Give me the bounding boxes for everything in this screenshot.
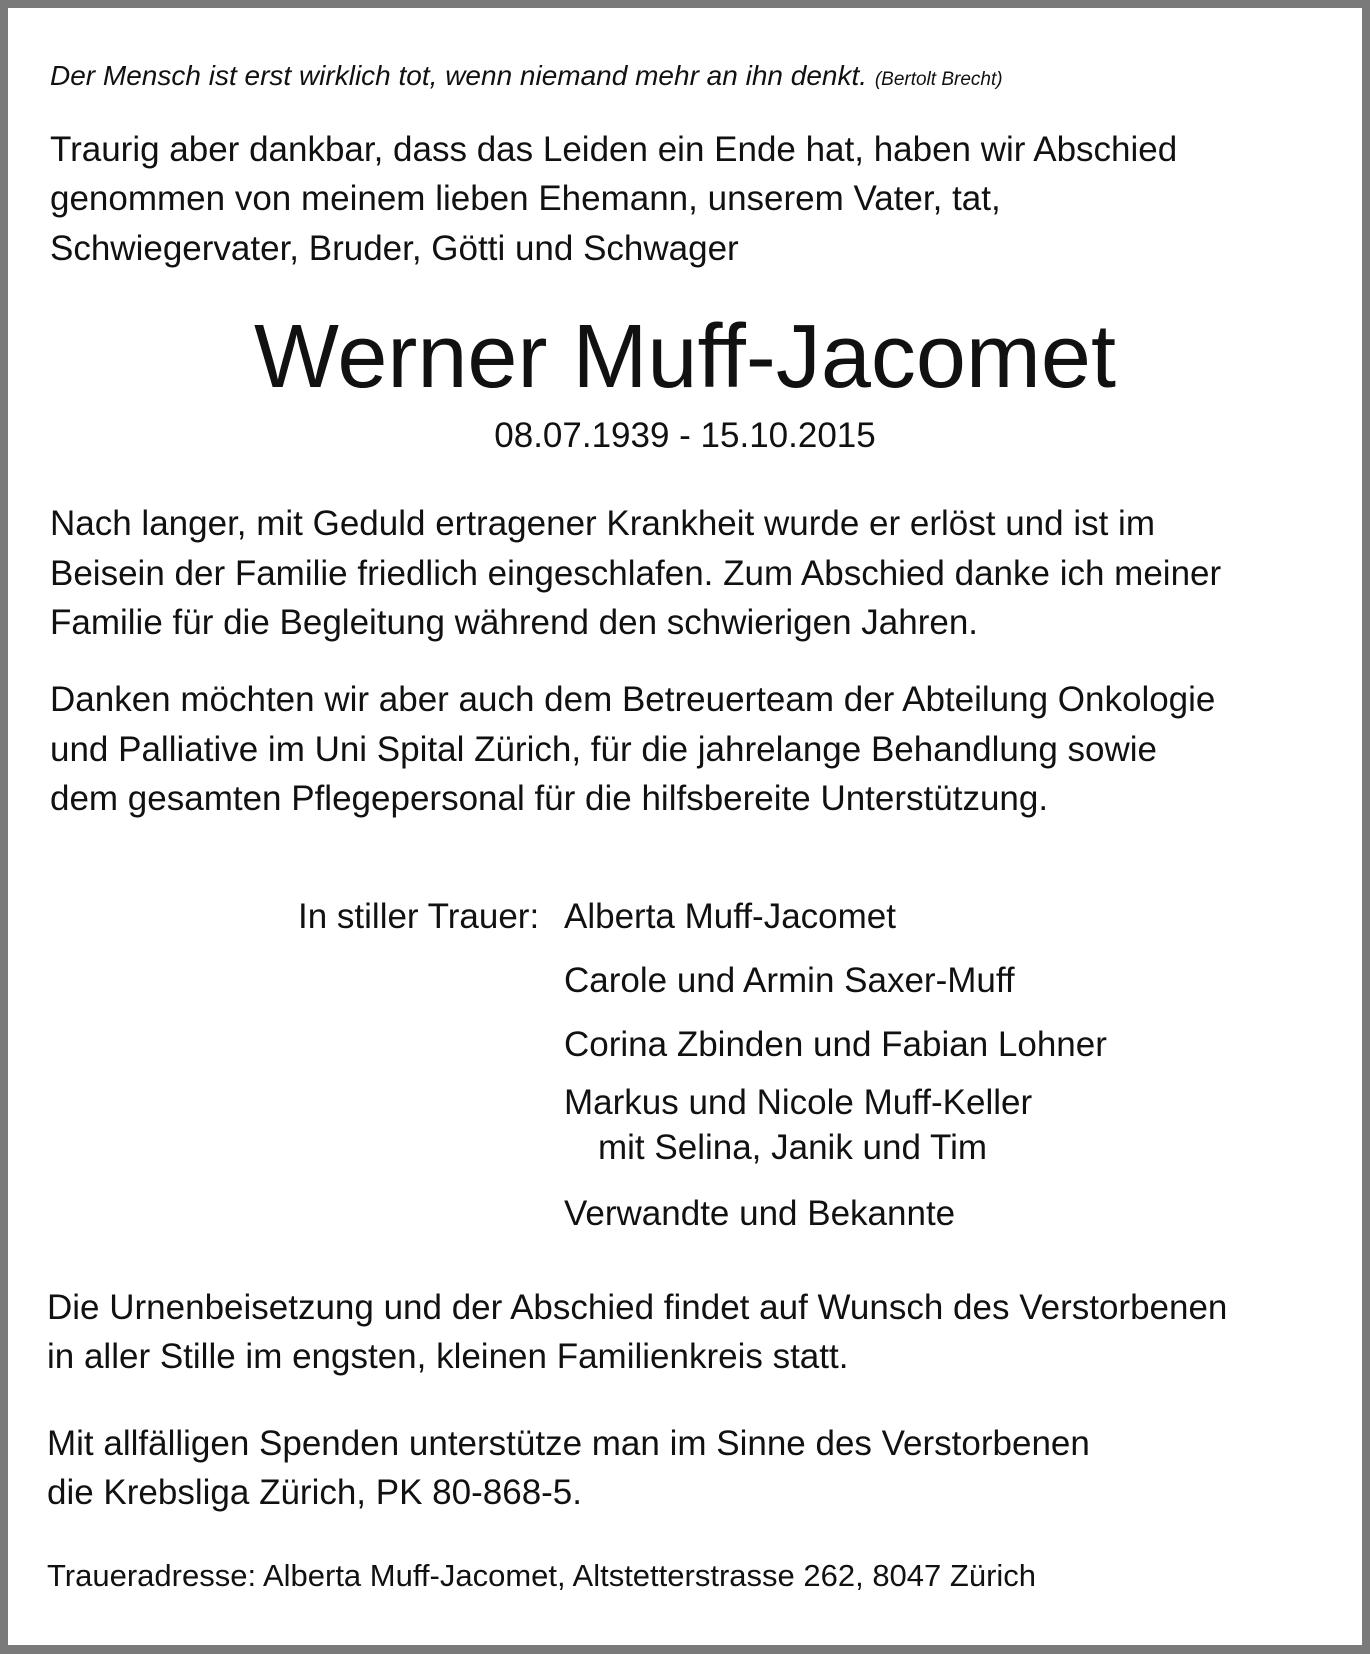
donation-line: Mit allfälligen Spenden unterstütze man im Sinne des Verstorbenen — [47, 1424, 1090, 1463]
quote-text: Der Mensch ist erst wirklich tot, wenn niemand mehr an ihn denkt. — [50, 60, 868, 91]
mourner-name: Verwandte und Bekannte — [564, 1194, 956, 1233]
intro-line: Traurig aber dankbar, dass das Leiden ein Ende hat, haben wir Abschied — [50, 130, 1178, 169]
mourner-name: Corina Zbinden und Fabian Lohner — [564, 1025, 1107, 1064]
paragraph-line: Danken möchten wir aber auch dem Betreuerteam der Abteilung Onkologie — [50, 680, 1216, 719]
paragraph-line: Beisein der Familie friedlich eingeschlafen. Zum Abschied danke ich meiner — [50, 554, 1222, 593]
obituary-notice — [8, 8, 1362, 1645]
paragraph-line: Nach langer, mit Geduld ertragener Krankheit wurde er erlöst und ist im — [50, 504, 1155, 543]
paragraph-line: dem gesamten Pflegepersonal für die hilfsbereite Unterstützung. — [50, 779, 1049, 818]
mourner-name: Markus und Nicole Muff-Keller — [564, 1083, 1033, 1122]
mourners-label: In stiller Trauer: — [298, 897, 540, 936]
intro-line: Schwiegervater, Bruder, Götti und Schwager — [50, 229, 739, 268]
quote-author: (Bertolt Brecht) — [874, 69, 1003, 90]
mourner-name: Alberta Muff-Jacomet — [564, 897, 896, 936]
mourner-name: Carole und Armin Saxer-Muff — [564, 961, 1015, 1000]
donation-line: die Krebsliga Zürich, PK 80-868-5. — [47, 1473, 582, 1512]
mourner-name: mit Selina, Janik und Tim — [598, 1128, 988, 1167]
funeral-line: in aller Stille im engsten, kleinen Familienkreis statt. — [47, 1337, 849, 1376]
life-dates: 08.07.1939 - 15.10.2015 — [494, 416, 876, 455]
intro-line: genommen von meinem lieben Ehemann, unserem Vater, tat, — [50, 179, 1001, 218]
deceased-name: Werner Muff-Jacomet — [254, 307, 1116, 407]
funeral-line: Die Urnenbeisetzung und der Abschied findet auf Wunsch des Verstorbenen — [47, 1288, 1228, 1327]
quote — [50, 51, 1003, 101]
paragraph-line: und Palliative im Uni Spital Zürich, für die jahrelange Behandlung sowie — [50, 730, 1158, 769]
mourning-address: Traueradresse: Alberta Muff-Jacomet, Altstetterstrasse 262, 8047 Zürich — [47, 1558, 1037, 1593]
paragraph-line: Familie für die Begleitung während den schwierigen Jahren. — [50, 603, 979, 642]
